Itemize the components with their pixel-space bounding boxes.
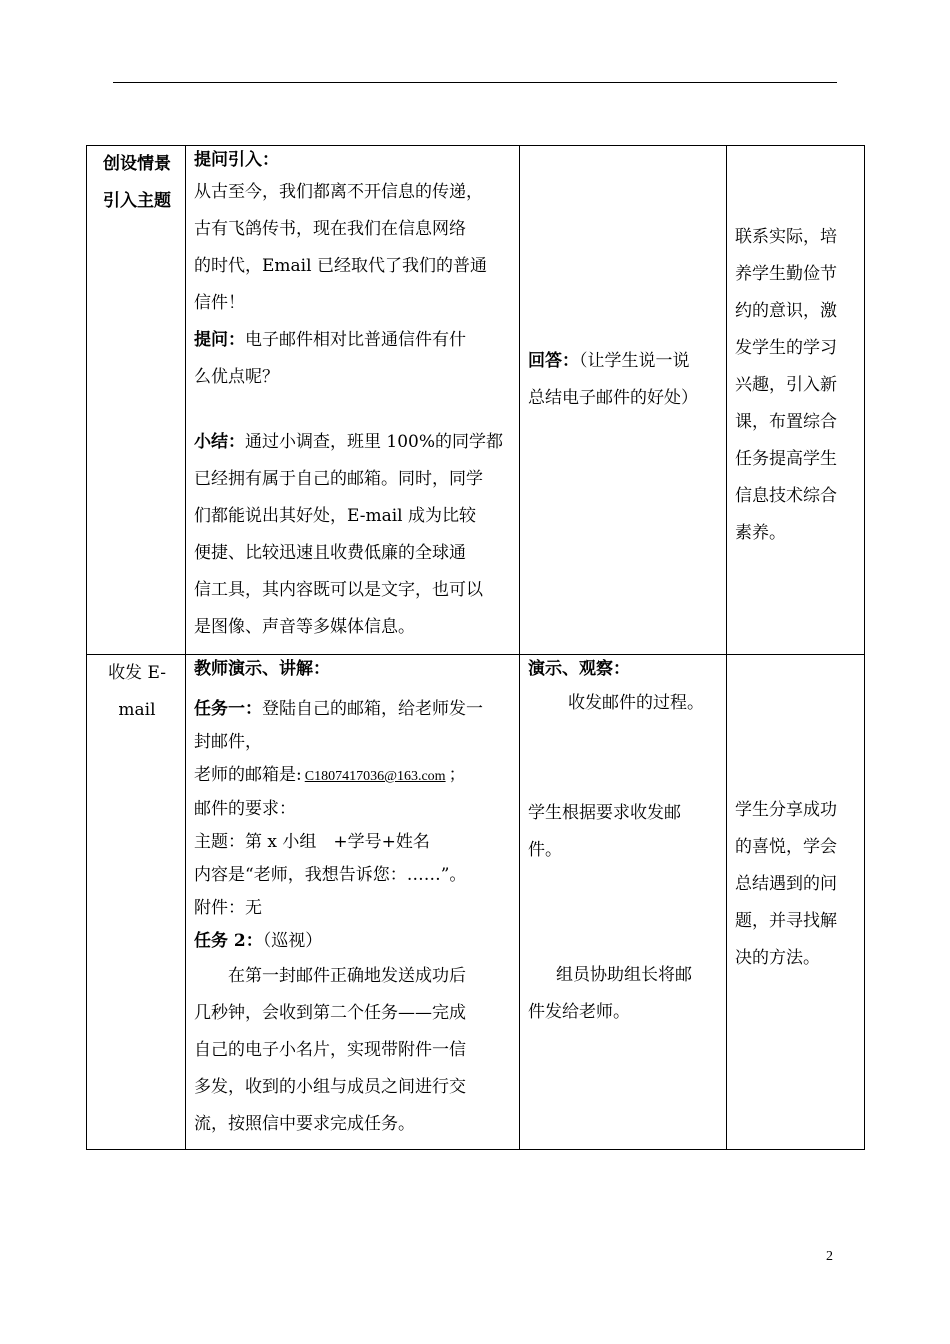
question-text: 电子邮件相对比普通信件有什 [245,330,466,350]
teacher-activity-cell [186,655,520,1150]
text-line: 多发，收到的小组与成员之间进行交 [194,1077,466,1097]
task1-line [194,693,513,726]
summary-label: 小结： [194,432,245,452]
text-line: 总结遇到的问 [735,873,837,894]
question-label: 提问： [194,330,245,350]
spacer [194,396,513,424]
design-intent-cell [727,655,865,1150]
text-line: 件。 [528,840,562,860]
text-line: 信息技术综合 [735,485,837,506]
teacher-activity-cell [186,146,520,655]
page-number: 2 [826,1249,833,1264]
text-line: 总结电子邮件的好处） [528,388,698,408]
text-line: 信件！ [194,293,245,313]
text-line: 流，按照信中要求完成任务。 [194,1114,415,1134]
text-line: 便捷、比较迅速且收费低廉的全球通 [194,543,466,563]
text-line: 学生分享成功 [735,799,837,820]
text-line: 是图像、声音等多媒体信息。 [194,617,415,637]
text-line: 古有飞鸽传书，现在我们在信息网络 [194,219,466,239]
task2-note: （巡视） [262,931,323,951]
answer-label: 回答： [528,351,579,371]
answer-text: （让学生说一说 [579,351,690,371]
summary-text: 通过小调查，班里 100%的同学都 [245,432,504,452]
text-line: 发学生的学习 [735,337,837,358]
table-row [87,655,865,1150]
task2-line [194,925,513,958]
text-line: 从古至今，我们都离不开信息的传递， [194,182,483,202]
question-line [194,322,513,359]
email-line [194,759,513,793]
text-line: 联系实际，培 [735,226,837,247]
spacer [528,869,720,957]
teacher-email-link[interactable]: C1807417036@163.com [304,769,446,784]
section-heading: 提问引入： [194,150,279,170]
task1-label: 任务一： [194,699,262,719]
text-line: 信工具，其内容既可以是文字，也可以 [194,580,483,600]
text-line: 约的意识，激 [735,300,837,321]
text-line: 件发给老师。 [528,1002,630,1022]
text-line: 兴趣，引入新 [735,374,837,395]
spacer [735,977,858,1013]
text-line: 的时代，Email 已经取代了我们的普通 [194,256,487,276]
text-line: 主题：第 x 小组 +学号+姓名 [194,832,430,852]
text-line: 封邮件， [194,732,262,752]
task1-text: 登陆自己的邮箱，给老师发一 [262,699,483,719]
phase-label: 引入主题 [103,191,171,211]
phase-label: 收发 E- [108,663,166,683]
answer-line [528,343,720,380]
lesson-plan-table [86,145,865,1150]
table-row [87,146,865,655]
student-activity-cell [520,655,727,1150]
section-heading: 演示、观察： [528,659,630,679]
text-line: 邮件的要求： [194,799,296,819]
text-line: 们都能说出其好处，E-mail 成为比较 [194,506,477,526]
spacer [194,683,513,693]
spacer [528,723,720,795]
student-activity-cell [520,146,727,655]
text-line: 养学生勤俭节 [735,263,837,284]
text-line: 组员协助组长将邮 [556,965,692,985]
text-line: 题，并寻找解 [735,910,837,931]
text-line: 已经拥有属于自己的邮箱。同时，同学 [194,469,483,489]
section-heading: 教师演示、讲解： [194,659,330,679]
phase-cell [87,655,186,1150]
text-line: 课，布置综合 [735,411,837,432]
text-line: 自己的电子小名片，实现带附件一信 [194,1040,466,1060]
text-line: 任务提高学生 [735,448,837,469]
spacer [735,552,858,582]
text-line: 素养。 [735,522,786,543]
header-rule [113,82,837,83]
text-line: 么优点呢？ [194,367,279,387]
summary-line [194,424,513,461]
task2-label: 任务 2： [194,931,263,951]
phase-cell [87,146,186,655]
phase-label: 创设情景 [103,154,171,174]
text-line: 的喜悦，学会 [735,836,837,857]
text-line: 决的方法。 [735,947,820,968]
text-line: 收发邮件的过程。 [568,693,704,713]
design-intent-cell [727,146,865,655]
text-line: 附件：无 [194,898,262,918]
text-line: 内容是“老师，我想告诉您：……”。 [194,865,467,885]
text-line: 学生根据要求收发邮 [528,803,681,823]
phase-label: mail [118,700,156,720]
spacer [528,417,720,457]
email-prefix: 老师的邮箱是: [194,765,302,785]
text-line: 几秒钟，会收到第二个任务——完成 [194,1003,466,1023]
text-line: 在第一封邮件正确地发送成功后 [228,966,466,986]
email-suffix: ； [448,765,466,785]
